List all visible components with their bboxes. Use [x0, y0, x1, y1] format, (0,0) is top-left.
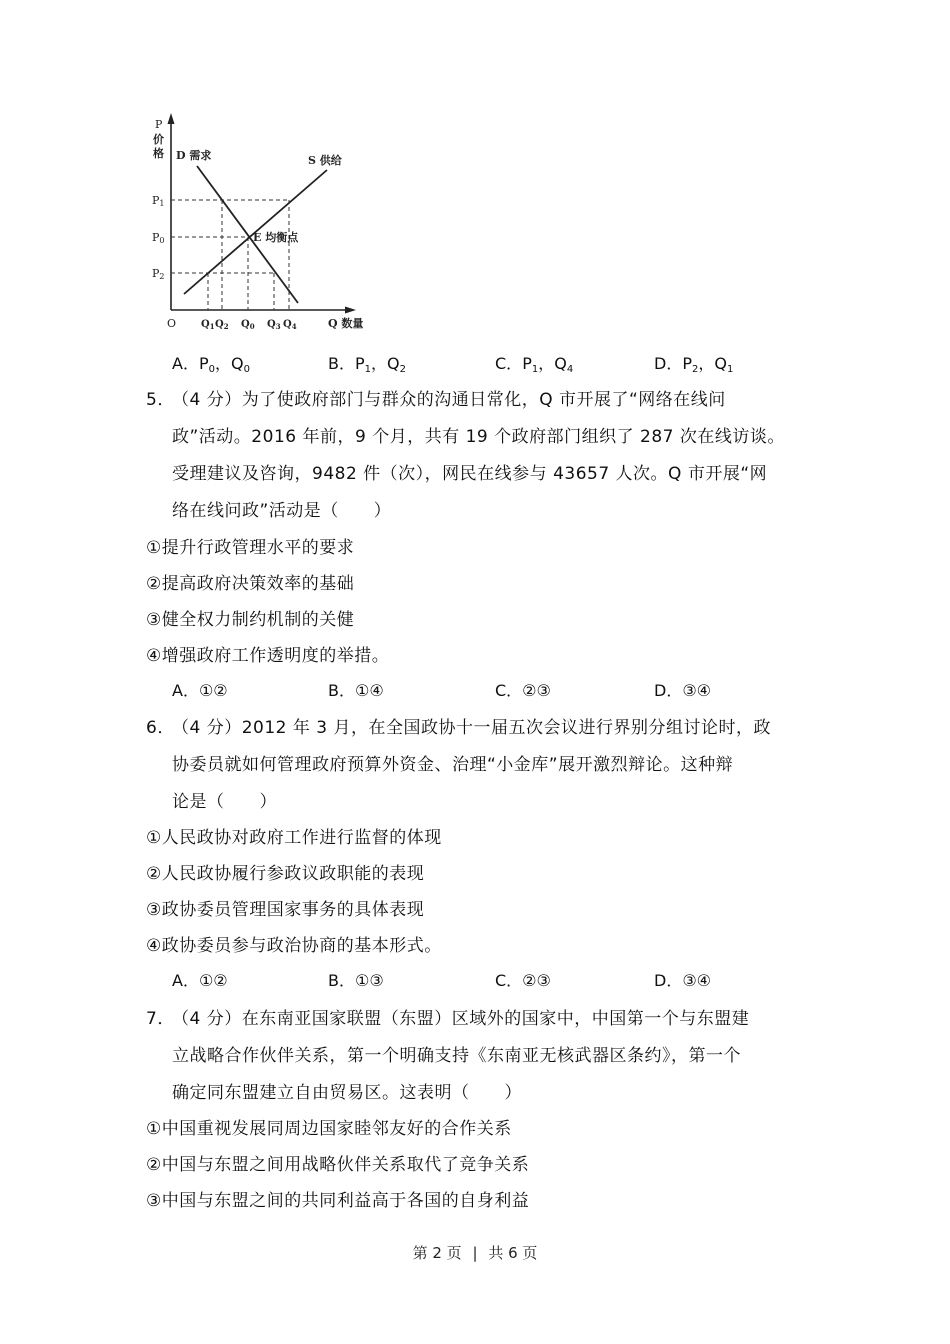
statement: ④政协委员参与政治协商的基本形式。 [146, 936, 442, 956]
q5-options [172, 679, 792, 703]
statement: ②提高政府决策效率的基础 [146, 574, 355, 594]
tick-q3: $Q_3$ [267, 319, 281, 331]
question-stem-line: （4 分）在东南亚国家联盟（东盟）区域外的国家中，中国第一个与东盟建 [172, 1009, 750, 1029]
question-stem-line: （4 分）2012 年 3 月，在全国政协十一届五次会议进行界别分组讨论时，政 [172, 718, 772, 738]
supply-demand-chart [140, 110, 380, 340]
q4-options [172, 352, 792, 376]
question-number: 5． [146, 390, 175, 410]
question-stem-line: （4 分）为了使政府部门与群众的沟通日常化，Q 市开展了“网络在线问 [172, 390, 726, 410]
y-axis-label-price-2: 格 [153, 147, 164, 160]
question-stem-line: 络在线问政”活动是（ ） [172, 501, 392, 521]
statement: ②人民政协履行参政议政职能的表现 [146, 864, 425, 884]
q5-option-b[interactable]: B．①④ [328, 681, 384, 700]
equilibrium-label: E 均衡点 [253, 231, 299, 244]
tick-q2: $Q_2$ [215, 319, 229, 331]
origin-label: O [167, 317, 177, 330]
current-page: 第 2 页 [412, 1244, 462, 1262]
statement: ③中国与东盟之间的共同利益高于各国的自身利益 [146, 1191, 530, 1211]
statement: ①提升行政管理水平的要求 [146, 538, 355, 558]
x-axis-arrow-icon [345, 307, 356, 314]
q4-option-b[interactable]: B．$P_1$，$Q_2$ [328, 354, 406, 375]
page-footer [0, 1242, 950, 1263]
q6-option-d[interactable]: D．③④ [654, 971, 712, 990]
tick-p2: P2 [152, 267, 165, 281]
tick-q1: $Q_1$ [201, 319, 215, 331]
tick-q4: $Q_4$ [283, 319, 297, 331]
tick-p1: P1 [152, 194, 165, 208]
q4-option-c[interactable]: C．$P_1$，$Q_4$ [495, 354, 574, 375]
question-stem-line: 政”活动。2016 年前，9 个月，共有 19 个政府部门组织了 287 次在线访谈。 [172, 427, 785, 447]
statement: ③健全权力制约机制的关健 [146, 610, 355, 630]
statement: ④增强政府工作透明度的举措。 [146, 646, 390, 666]
statement: ②中国与东盟之间用战略伙伴关系取代了竞争关系 [146, 1155, 530, 1175]
y-axis-label-p: P [155, 118, 163, 131]
supply-label: S 供给 [308, 154, 342, 167]
question-stem-line: 论是（ ） [172, 792, 277, 812]
statement: ①人民政协对政府工作进行监督的体现 [146, 828, 442, 848]
statement: ①中国重视发展同周边国家睦邻友好的合作关系 [146, 1119, 512, 1139]
q4-option-d[interactable]: D．$P_2$，$Q_1$ [654, 354, 734, 375]
question-stem-line: 受理建议及咨询，9482 件（次），网民在线参与 43657 人次。Q 市开展“网 [172, 464, 768, 484]
tick-q0: $Q_0$ [241, 319, 255, 331]
footer-separator: | [472, 1244, 478, 1262]
q6-option-a[interactable]: A．①② [172, 971, 228, 990]
q5-option-c[interactable]: C．②③ [495, 681, 551, 700]
demand-label: D 需求 [176, 149, 212, 162]
q6-option-b[interactable]: B．①③ [328, 971, 384, 990]
y-axis-arrow-icon [168, 113, 175, 124]
x-axis-label: Q 数量 [328, 317, 364, 330]
statement: ③政协委员管理国家事务的具体表现 [146, 900, 425, 920]
q6-option-c[interactable]: C．②③ [495, 971, 551, 990]
question-number: 7． [146, 1009, 175, 1029]
question-stem-line: 协委员就如何管理政府预算外资金、治理“小金库”展开激烈辩论。这种辩 [172, 755, 734, 775]
question-number: 6． [146, 718, 175, 738]
tick-p0: P0 [152, 231, 165, 245]
question-stem-line: 确定同东盟建立自由贸易区。这表明（ ） [172, 1083, 522, 1103]
q5-option-a[interactable]: A．①② [172, 681, 228, 700]
total-pages: 共 6 页 [488, 1244, 538, 1262]
y-axis-label-price-1: 价 [153, 133, 164, 146]
q4-option-a[interactable]: A．$P_0$，$Q_0$ [172, 354, 250, 375]
question-stem-line: 立战略合作伙伴关系，第一个明确支持《东南亚无核武器区条约》，第一个 [172, 1046, 741, 1066]
q6-options [172, 969, 792, 993]
q5-option-d[interactable]: D．③④ [654, 681, 712, 700]
